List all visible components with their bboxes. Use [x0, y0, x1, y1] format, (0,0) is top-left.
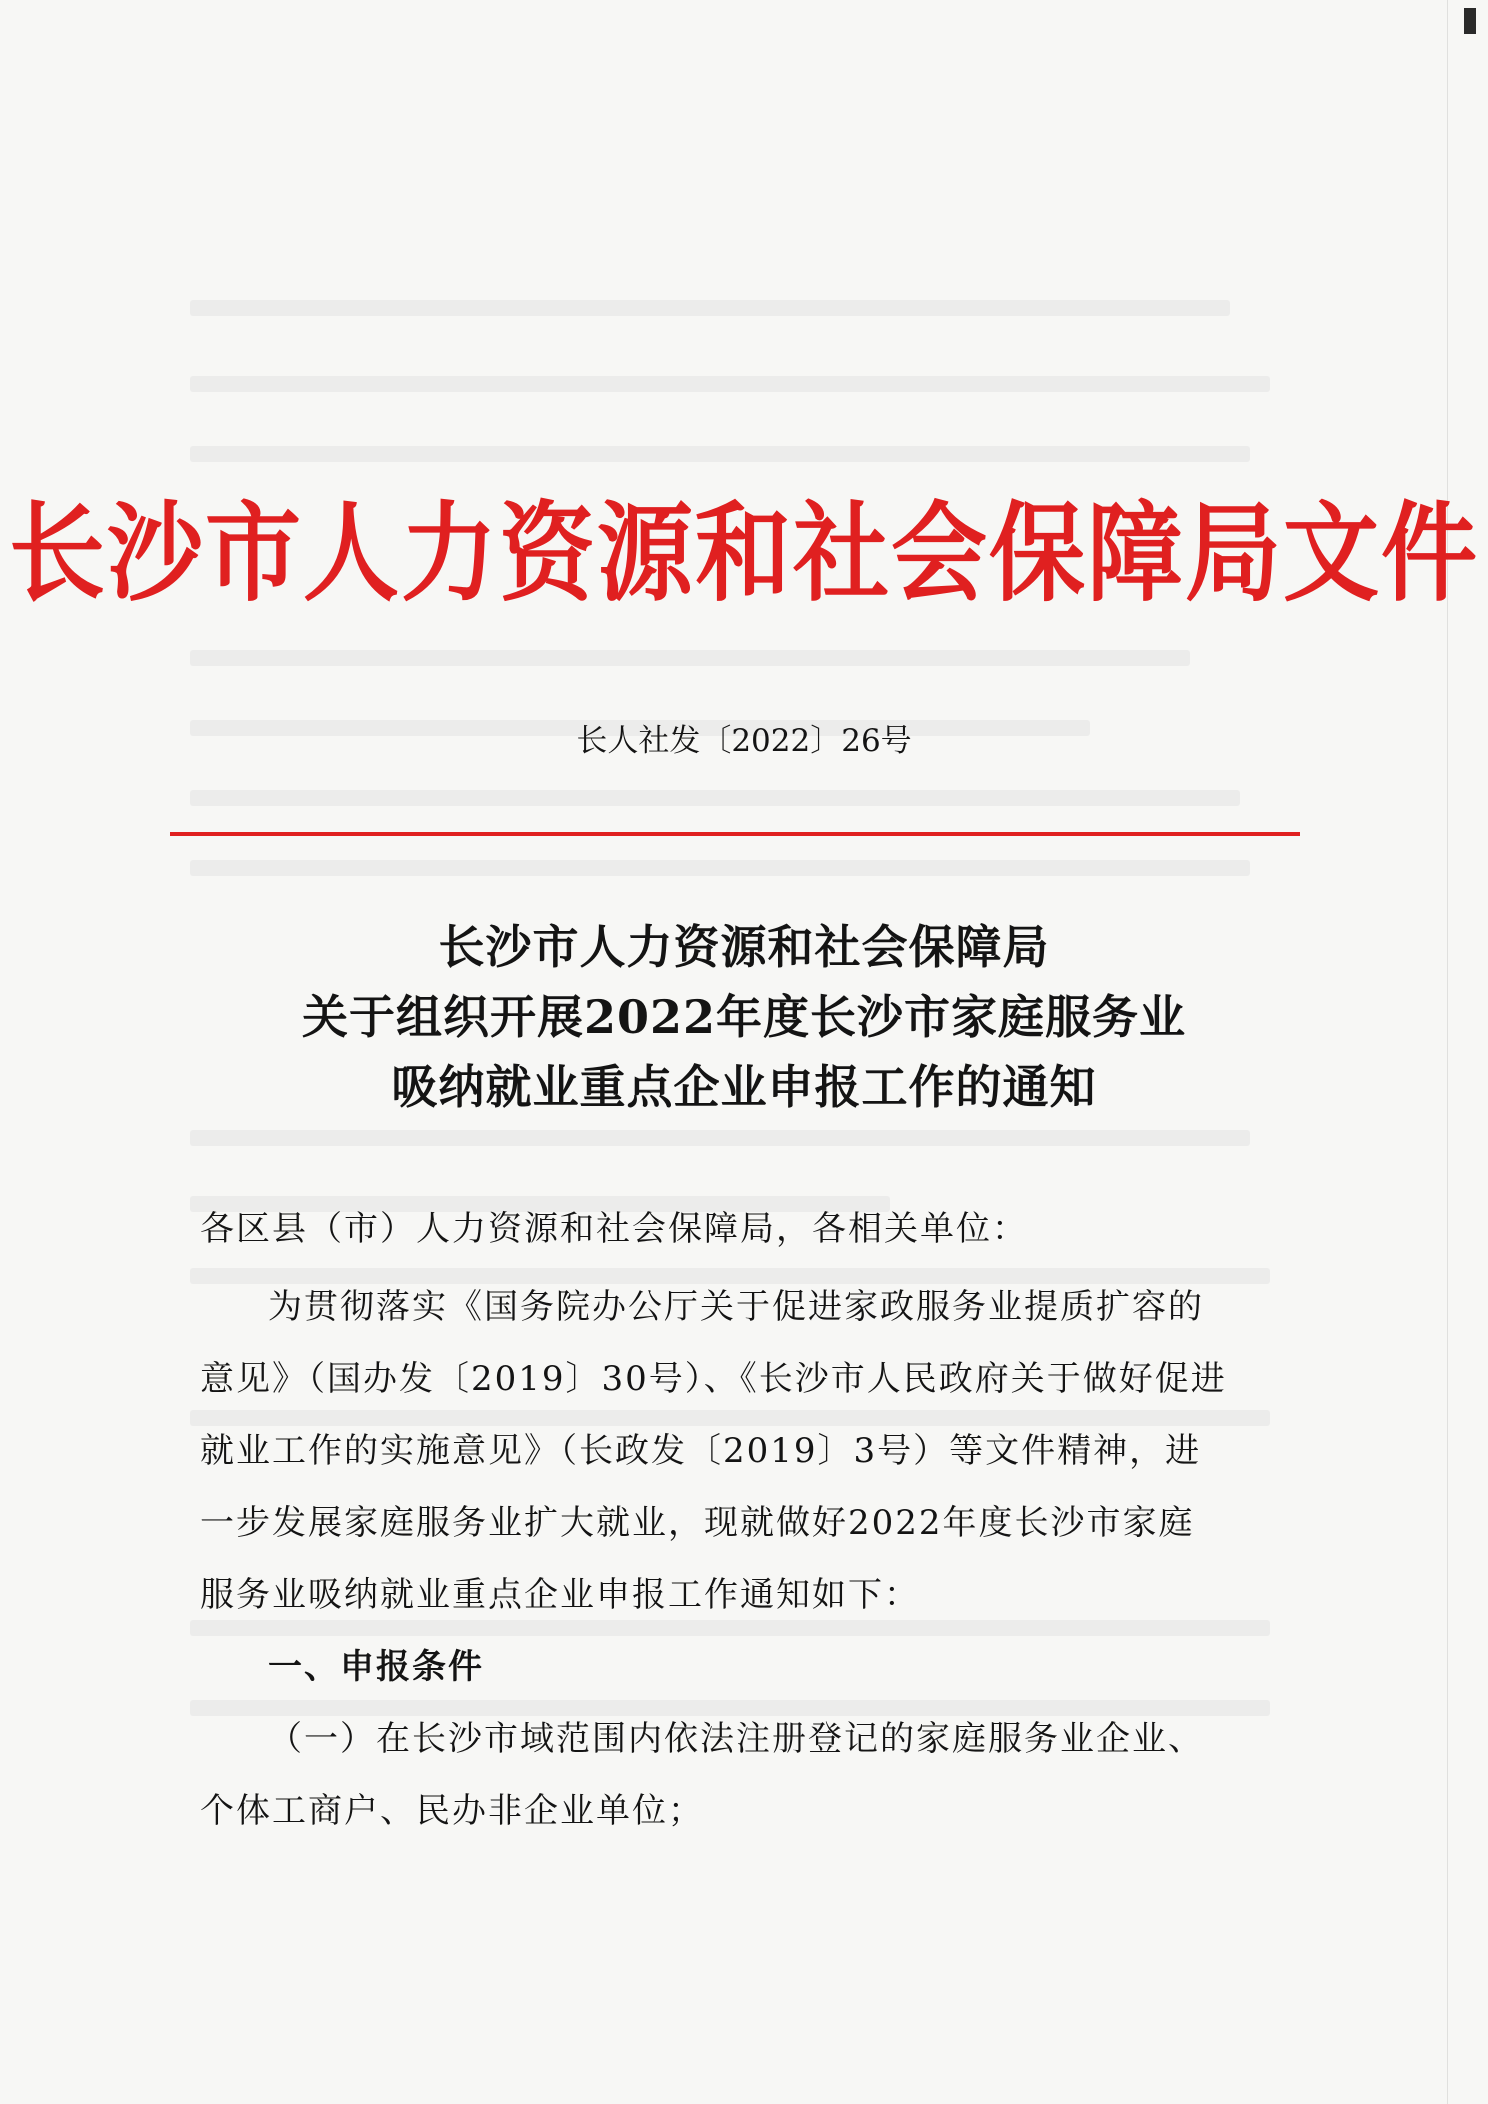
- reverse-side-bleed: [190, 1700, 1270, 1716]
- reverse-side-bleed: [190, 790, 1240, 806]
- paragraph-line: 一步发展家庭服务业扩大就业，现就做好2022年度长沙市家庭: [200, 1503, 1195, 1543]
- salutation: 各区县（市）人力资源和社会保障局，各相关单位：: [200, 1209, 1028, 1249]
- item-line: （一）在长沙市域范围内依法注册登记的家庭服务业企业、: [268, 1719, 1204, 1759]
- red-divider-line: [170, 832, 1300, 836]
- item-line: 个体工商户、民办非企业单位；: [200, 1791, 704, 1831]
- notice-title: [0, 912, 1488, 1122]
- reverse-side-bleed: [190, 860, 1250, 876]
- notice-title-line: 关于组织开展2022年度长沙市家庭服务业: [301, 990, 1187, 1044]
- reverse-side-bleed: [190, 1130, 1250, 1146]
- notice-title-line: 长沙市人力资源和社会保障局: [438, 920, 1050, 974]
- reverse-side-bleed: [190, 650, 1190, 666]
- document-number: 长人社发〔2022〕26号: [576, 723, 912, 759]
- notice-title-line: 吸纳就业重点企业申报工作的通知: [391, 1060, 1097, 1114]
- paragraph-line: 为贯彻落实《国务院办公厅关于促进家政服务业提质扩容的: [268, 1287, 1204, 1327]
- reverse-side-bleed: [190, 446, 1250, 462]
- section-heading: 一、申报条件: [268, 1647, 484, 1687]
- paragraph-line: 意见》（国办发〔2019〕30号）、《长沙市人民政府关于做好促进: [200, 1359, 1227, 1399]
- paragraph-line: 服务业吸纳就业重点企业申报工作通知如下：: [200, 1575, 920, 1615]
- reverse-side-bleed: [190, 1620, 1270, 1636]
- reverse-side-bleed: [190, 376, 1270, 392]
- scan-corner-mark: [1464, 8, 1476, 34]
- reverse-side-bleed: [190, 300, 1230, 316]
- agency-document-title: 长沙市人力资源和社会保障局文件: [9, 491, 1479, 617]
- reverse-side-bleed: [190, 1410, 1270, 1426]
- paragraph-line: 就业工作的实施意见》（长政发〔2019〕3号）等文件精神，进: [200, 1431, 1202, 1471]
- reverse-side-bleed: [190, 1268, 1270, 1284]
